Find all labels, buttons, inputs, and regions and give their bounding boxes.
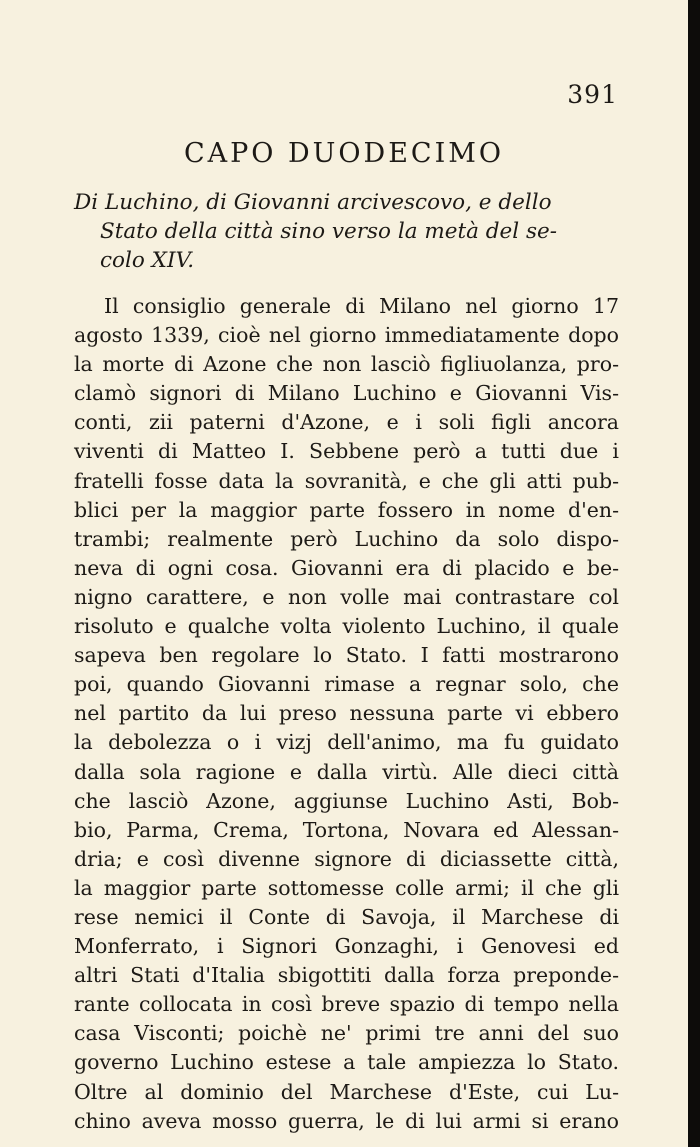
subtitle-line: Stato della città sino verso la metà del se- <box>100 219 557 244</box>
body-line: dria; e così divenne signore di diciassette città, <box>74 846 619 871</box>
body-line: rante collocata in così breve spazio di tempo nella <box>74 992 619 1017</box>
body-line: la morte di Azone che non lasciò figliuolanza, pro- <box>74 352 619 377</box>
body-line: chino aveva mosso guerra, le di lui armi si erano <box>74 1108 619 1133</box>
body-line: bio, Parma, Crema, Tortona, Novara ed Alessan- <box>74 817 619 842</box>
body-line: risoluto e qualche volta violento Luchino, il quale <box>74 614 619 639</box>
page-number: 391 <box>567 80 618 109</box>
body-line: che lasciò Azone, aggiunse Luchino Asti, Bob- <box>74 788 619 813</box>
page-edge-shadow <box>688 0 700 1147</box>
body-line: conti, zii paterni d'Azone, e i soli figli ancora <box>74 410 619 435</box>
body-line: Il consiglio generale di Milano nel giorno 17 <box>104 294 619 318</box>
body-line: fratelli fosse data la sovranità, e che gli atti pub- <box>74 468 619 493</box>
body-line: viventi di Matteo I. Sebbene però a tutti due i <box>74 439 619 464</box>
body-line: rese nemici il Conte di Savoja, il Marchese di <box>74 904 619 929</box>
body-line: sapeva ben regolare lo Stato. I fatti mostrarono <box>74 643 619 668</box>
body-line: altri Stati d'Italia sbigottiti dalla forza preponde- <box>74 963 619 988</box>
body-line: Monferrato, i Signori Gonzaghi, i Genovesi ed <box>74 934 619 959</box>
body-line: poi, quando Giovanni rimase a regnar solo, che <box>74 672 619 697</box>
body-line: neva di ogni cosa. Giovanni era di placido e be- <box>74 555 619 580</box>
body-line: nigno carattere, e non volle mai contrastare col <box>74 584 619 609</box>
body-line: agosto 1339, cioè nel giorno immediatamente dopo <box>74 323 619 348</box>
body-line: dalla sola ragione e dalla virtù. Alle dieci città <box>74 759 619 784</box>
chapter-subtitle <box>74 188 619 275</box>
body-line: blici per la maggior parte fossero in nome d'en- <box>74 497 619 522</box>
body-line: trambi; realmente però Luchino da solo dispo- <box>74 526 619 551</box>
body-line: governo Luchino estese a tale ampiezza lo Stato. <box>74 1050 619 1075</box>
body-line: nel partito da lui preso nessuna parte vi ebbero <box>74 701 619 726</box>
body-line: clamò signori di Milano Luchino e Giovanni Vis- <box>74 381 619 406</box>
chapter-title: CAPO DUODECIMO <box>183 138 505 169</box>
subtitle-line: colo XIV. <box>100 248 195 273</box>
subtitle-line: Di Luchino, di Giovanni arcivescovo, e dello <box>74 190 552 215</box>
body-line: casa Visconti; poichè ne' primi tre anni del suo <box>74 1021 619 1046</box>
body-line: Oltre al dominio del Marchese d'Este, cui Lu- <box>74 1079 619 1104</box>
body-line: la maggior parte sottomesse colle armi; il che gli <box>74 875 619 900</box>
body-line: la debolezza o i vizj dell'animo, ma fu guidato <box>74 730 619 755</box>
body-text <box>74 292 619 1136</box>
